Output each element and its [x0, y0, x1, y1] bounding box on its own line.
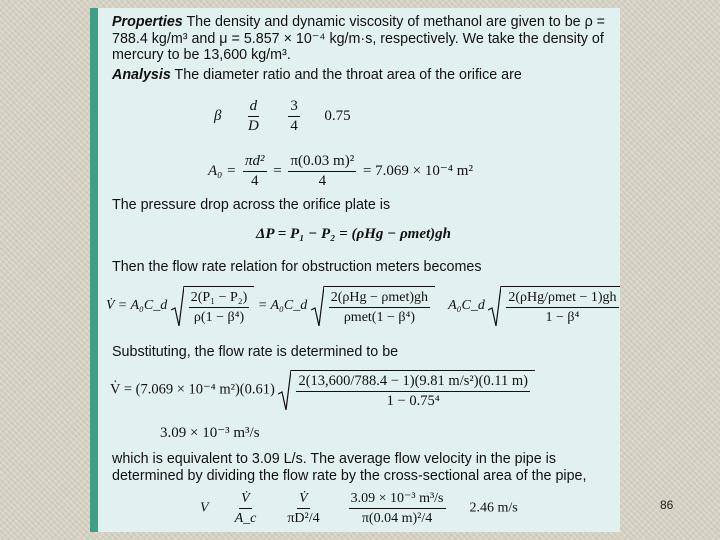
equation-velocity: V $\frac{V̇}{A\_c}$ $\frac{V̇}{\text{πD²/4}}$ $\frac{\text{3.09 × 10⁻³ m³/s}}{\text{π(0.04 m)²/4}}$ 2.46 m/s [200, 491, 518, 526]
analysis-paragraph [112, 67, 618, 84]
properties-text: The density and dynamic viscosity of methanol are given to be ρ = 788.4 kg/m³ and μ = 5.857 × 10⁻⁴ kg/m·s, respectively. We take the density of mercury to be 13,600 kg/m³. [112, 14, 606, 63]
flow-text: Then the flow rate relation for obstruction meters becomes [112, 259, 482, 275]
equation-pressure: ΔP = P₁ − P₂ = (ρHg − ρmet)gh [256, 226, 452, 242]
properties-heading: Properties [112, 14, 183, 30]
page-number: 86 [660, 498, 674, 512]
analysis-text: The diameter ratio and the throat area of the orifice are [174, 67, 522, 83]
pressure-text: The pressure drop across the orifice plate is [112, 197, 391, 213]
equation-substitution: V̇ = (7.069 × 10⁻⁴ m²)(0.61) $\frac{\text{2(13,600/788.4 − 1)(9.81 m/s²)(0.11 m)}}{\text{1 − 0.75⁴}}$ [110, 370, 535, 410]
solution-panel [90, 8, 620, 532]
velocity-text: which is equivalent to 3.09 L/s. The average flow velocity in the pipe is determined by dividing the flow rate by the cross-sectional area of the pipe, [112, 451, 587, 484]
equation-flow: V̇ = A₀C_d $\frac{\text{2(P₁ − P₂)}}{\text{ρ(1 − β⁴)}}$ = A₀C_d $\frac{\text{2(ρHg − ρmet)gh}}{\text{ρmet(1 − β⁴)}}$ A₀C_d $\frac{\text{2(ρHg/ρmet − 1)gh}}{\text{1 − β⁴}}$ [106, 286, 620, 326]
equation-beta: β $\frac{d}{D}$ $\frac{3}{4}$ 0.75 [214, 98, 351, 134]
properties-paragraph [112, 14, 618, 64]
equation-area: A₀ = $\frac{\text{πd²}}{4}$ = $\frac{\text{π(0.03 m)²}}{4}$ = 7.069 × 10⁻⁴ m² [208, 153, 473, 189]
analysis-heading: Analysis [112, 67, 171, 83]
substitution-result: 3.09 × 10⁻³ m³/s [160, 425, 260, 441]
substituting-text: Substituting, the flow rate is determined to be [112, 344, 399, 360]
